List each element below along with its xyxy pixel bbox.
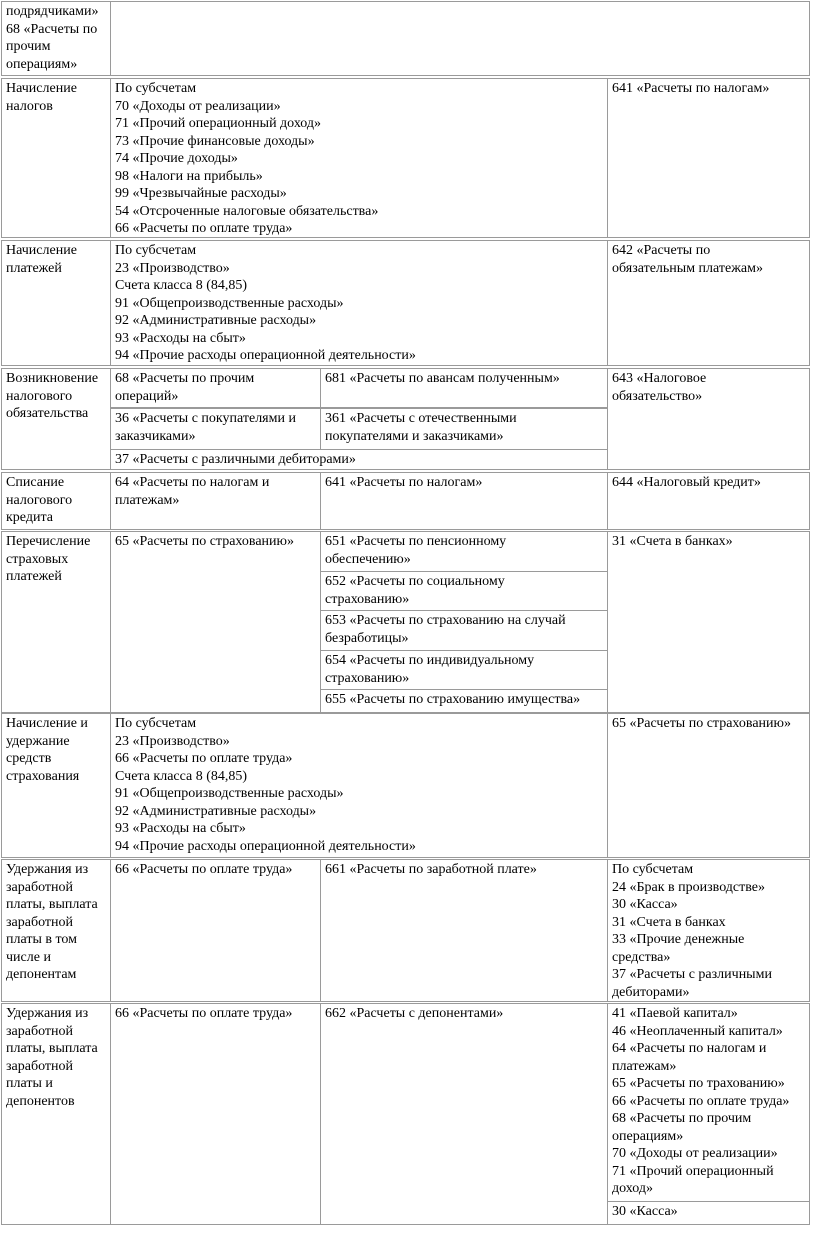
operation-cell: Перечисление страховых платежей — [1, 531, 111, 713]
operation-cell: Начисление налогов — [1, 78, 111, 238]
subaccount-cell: 662 «Расчеты с депонентами» — [320, 1003, 608, 1225]
credit-cell: По субсчетам 24 «Брак в производстве» 30 «Касса» 31 «Счета в банках 33 «Прочие денежные средства» 37 «Расчеты с различными дебиторами» — [607, 859, 810, 1002]
operation-cell: подрядчиками» 68 «Расчеты по прочим операциям» — [1, 1, 111, 76]
operation-cell: Начисление платежей — [1, 240, 111, 366]
credit-cell: 644 «Налоговый кредит» — [607, 472, 810, 530]
credit-cell: 41 «Паевой капитал» 46 «Неоплаченный капитал» 64 «Расчеты по налогам и платежам» 65 «Расчеты по трахованию» 66 «Расчеты по оплате труда» 68 «Расчеты по прочим операциям» 70 «Доходы от реализации» 71 «Прочий операционный доход» — [607, 1003, 810, 1202]
operation-cell: Удержания из заработной платы, выплата заработной платы в том числе и депонентам — [1, 859, 111, 1002]
operation-cell: Начисление и удержание средств страхования — [1, 713, 111, 858]
subaccount-cell: 654 «Расчеты по индивидуальному страхованию» — [320, 650, 608, 690]
operation-cell: Удержания из заработной платы, выплата заработной платы и депонентов — [1, 1003, 111, 1225]
subaccount-cell: 655 «Расчеты по страхованию имущества» — [320, 689, 608, 713]
operation-cell: Списание налогового кредита — [1, 472, 111, 530]
credit-cell: 643 «Налоговое обязательство» — [607, 368, 810, 470]
credit-cell: 641 «Расчеты по налогам» — [607, 78, 810, 238]
account-cell: 65 «Расчеты по страхованию» — [110, 531, 321, 713]
account-cell: 68 «Расчеты по прочим операций» — [110, 368, 321, 408]
debit-cell: По субсчетам 70 «Доходы от реализации» 71 «Прочий операционный доход» 73 «Прочие финансовые доходы» 74 «Прочие доходы» 98 «Налоги на прибыль» 99 «Чрезвычайные расходы» 54 «Отсроченные налоговые обязательства» 66 «Расчеты по оплате труда» — [110, 78, 608, 238]
subaccount-cell: 653 «Расчеты по страхованию на случай безработицы» — [320, 610, 608, 651]
empty-cell — [110, 1, 810, 76]
subaccount-cell: 361 «Расчеты с отечественными покупателями и заказчиками» — [320, 408, 608, 450]
account-cell: 66 «Расчеты по оплате труда» — [110, 1003, 321, 1225]
account-cell: 37 «Расчеты с различными дебиторами» — [110, 449, 608, 470]
debit-cell: По субсчетам 23 «Производство» Счета класса 8 (84,85) 91 «Общепроизводственные расходы» 92 «Административные расходы» 93 «Расходы на сбыт» 94 «Прочие расходы операционной деятельности» — [110, 240, 608, 366]
subaccount-cell: 681 «Расчеты по авансам полученным» — [320, 368, 608, 408]
credit-cell: 65 «Расчеты по страхованию» — [607, 713, 810, 858]
account-cell: 64 «Расчеты по налогам и платежам» — [110, 472, 321, 530]
operation-cell: Возникновение налогового обязательства — [1, 368, 111, 470]
debit-cell: По субсчетам 23 «Производство» 66 «Расчеты по оплате труда» Счета класса 8 (84,85) 91 «Общепроизводственные расходы» 92 «Административные расходы» 93 «Расходы на сбыт» 94 «Прочие расходы операционной деятельности» — [110, 713, 608, 858]
account-cell: 66 «Расчеты по оплате труда» — [110, 859, 321, 1002]
credit-cell: 642 «Расчеты по обязательным платежам» — [607, 240, 810, 366]
subaccount-cell: 651 «Расчеты по пенсионному обеспечению» — [320, 531, 608, 572]
credit-cell: 31 «Счета в банках» — [607, 531, 810, 713]
subaccount-cell: 652 «Расчеты по социальному страхованию» — [320, 571, 608, 611]
subaccount-cell: 641 «Расчеты по налогам» — [320, 472, 608, 530]
account-cell: 36 «Расчеты с покупателями и заказчиками» — [110, 408, 321, 450]
subaccount-cell: 661 «Расчеты по заработной плате» — [320, 859, 608, 1002]
credit-cell: 30 «Касса» — [607, 1201, 810, 1225]
